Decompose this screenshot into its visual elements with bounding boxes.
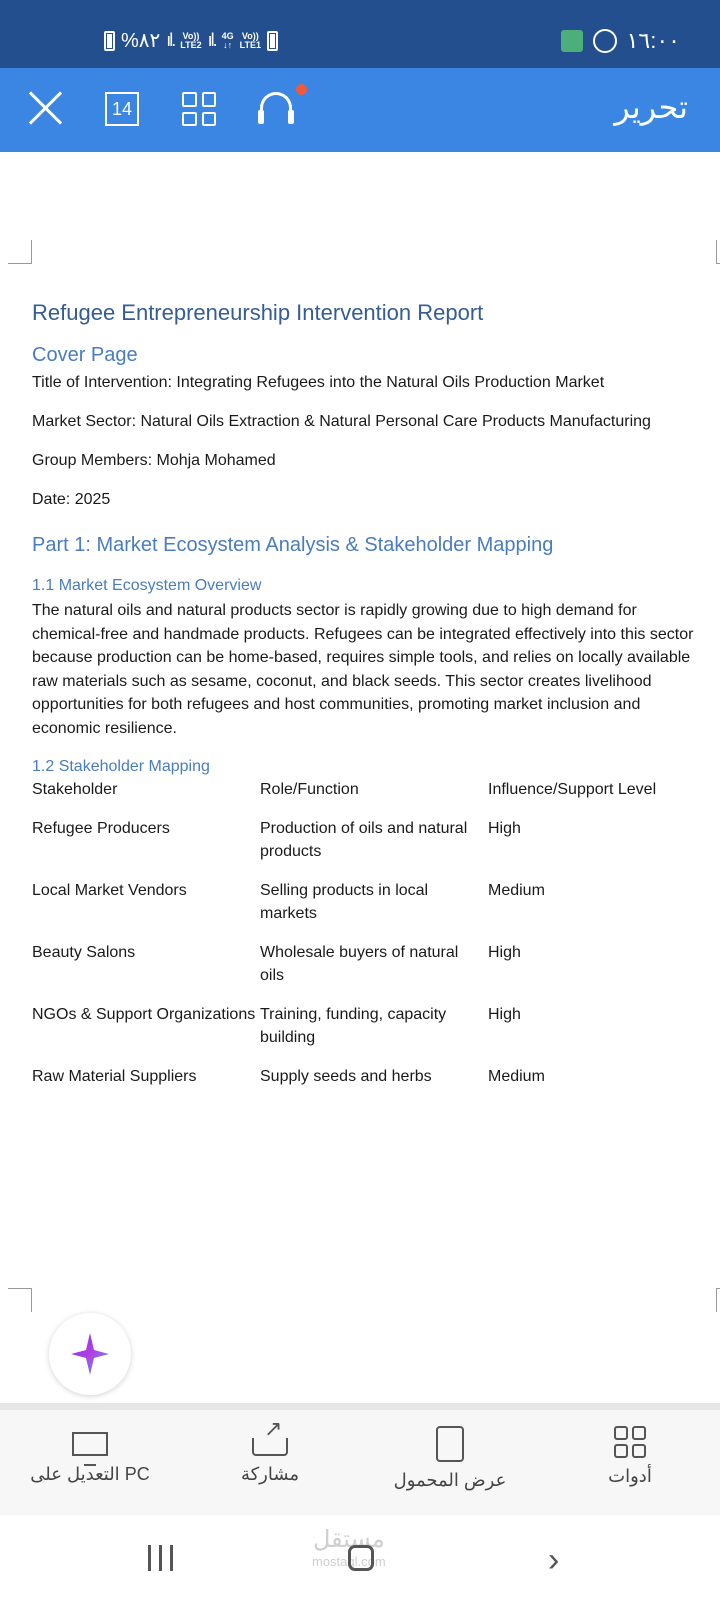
- app-notification-icon: [561, 30, 583, 52]
- stakeholder-table: [32, 778, 712, 1103]
- table-cell: High: [488, 819, 521, 837]
- close-icon[interactable]: [28, 90, 64, 126]
- table-cell: High: [488, 1005, 521, 1023]
- table-header-row: [32, 778, 712, 817]
- table-cell: Medium: [488, 881, 545, 899]
- table-cell: Wholesale buyers of natural oils: [260, 943, 459, 984]
- sim2-label-bottom: LTE2: [180, 39, 202, 50]
- table-cell: Raw Material Suppliers: [32, 1067, 197, 1085]
- section-1-2-heading: 1.2 Stakeholder Mapping: [32, 758, 210, 775]
- document-content: [32, 292, 712, 1103]
- network-indicator: [222, 32, 234, 50]
- sim2-label-top: Vo)): [182, 30, 200, 41]
- system-navigation-bar: [0, 1515, 720, 1600]
- document-page[interactable]: [0, 152, 720, 1402]
- table-cell: High: [488, 943, 521, 961]
- table-row: [32, 879, 712, 941]
- sim1-label-top: Vo)): [241, 30, 259, 41]
- share-icon: [252, 1438, 288, 1456]
- sim1-indicator: [240, 32, 261, 50]
- section-1-1-body: The natural oils and natural products sector is rapidly growing due to high demand for chemical-free and handmade products. Refugees can be integrated effectively into this sector because production can be home-based, requires simple tools, and relies on locally available raw materials such as sesame, coconut, and black seeds. This sector creates livelihood opportunities for both refugees and host communities, promoting market inclusion and economic resilience.: [32, 602, 694, 737]
- recent-apps-icon[interactable]: [148, 1545, 173, 1571]
- cover-line: Date: 2025: [32, 491, 111, 508]
- thumbnails-grid-icon[interactable]: [182, 92, 216, 126]
- signal-bars-icon: ıl.: [166, 30, 175, 50]
- table-row: [32, 1003, 712, 1065]
- page-corner-mark: [716, 240, 720, 264]
- edit-on-pc-label: التعديل على PC: [30, 1464, 150, 1484]
- document-title: Refugee Entrepreneurship Intervention Report: [32, 300, 484, 325]
- section-1-1-heading: 1.1 Market Ecosystem Overview: [32, 577, 262, 594]
- battery-saver-icon: [267, 31, 278, 51]
- mobile-view-button[interactable]: [360, 1420, 540, 1491]
- status-bar: [0, 0, 720, 68]
- share-label: مشاركة: [240, 1464, 300, 1484]
- watermark-latin: mostaql.com: [312, 1554, 386, 1569]
- network-label-top: 4G: [221, 30, 234, 41]
- page-count-button[interactable]: [105, 92, 139, 126]
- cover-line: Group Members: Mohja Mohamed: [32, 452, 276, 469]
- home-icon[interactable]: [348, 1545, 374, 1571]
- signal-bars-icon: ıl.: [207, 30, 216, 50]
- tools-label: أدوات: [608, 1466, 652, 1486]
- mobile-view-label: عرض المحمول: [393, 1470, 507, 1490]
- table-row: [32, 817, 712, 879]
- table-cell: Supply seeds and herbs: [260, 1067, 432, 1085]
- table-cell: NGOs & Support Organizations: [32, 1005, 256, 1023]
- status-indicators-right: [561, 28, 680, 54]
- table-cell: Beauty Salons: [32, 943, 136, 961]
- cover-line: Market Sector: Natural Oils Extraction & Natural Personal Care Products Manufacturing: [32, 413, 651, 430]
- tools-button[interactable]: [540, 1420, 720, 1487]
- watermark-arabic: مستقل: [312, 1526, 385, 1553]
- table-row: [32, 1065, 712, 1104]
- part1-heading: Part 1: Market Ecosystem Analysis & Stakeholder Mapping: [32, 534, 554, 556]
- ai-assistant-button[interactable]: [49, 1313, 131, 1395]
- share-button[interactable]: [180, 1420, 360, 1485]
- table-cell: Selling products in local markets: [260, 881, 429, 922]
- page-count: 14: [111, 99, 133, 119]
- status-indicators-left: [104, 28, 278, 53]
- page-corner-mark: [8, 1288, 32, 1312]
- table-cell: Production of oils and natural products: [260, 819, 468, 860]
- bottom-action-bar: [0, 1410, 720, 1515]
- notification-dot: [296, 84, 307, 95]
- table-cell: Refugee Producers: [32, 819, 170, 837]
- table-cell: Medium: [488, 1067, 545, 1085]
- page-corner-mark: [8, 240, 32, 264]
- table-header-cell: Influence/Support Level: [488, 781, 657, 798]
- headphones-icon[interactable]: [258, 90, 294, 126]
- divider: [0, 1403, 720, 1410]
- battery-icon: [104, 31, 115, 51]
- cover-heading: Cover Page: [32, 344, 138, 366]
- page-corner-mark: [716, 1288, 720, 1312]
- table-cell: Training, funding, capacity building: [260, 1005, 447, 1046]
- sparkle-icon: [69, 1331, 111, 1377]
- edit-button[interactable]: تحرير: [614, 89, 688, 125]
- sim1-label-bottom: LTE1: [239, 39, 262, 50]
- whatsapp-icon: [593, 29, 617, 53]
- back-chevron-icon[interactable]: ›: [548, 1541, 560, 1579]
- table-row: [32, 941, 712, 1003]
- network-label-bottom: ↓↑: [223, 39, 233, 50]
- monitor-icon: [72, 1432, 108, 1456]
- clock: ١٦:٠٠: [626, 28, 680, 53]
- cover-line: Title of Intervention: Integrating Refugees into the Natural Oils Production Market: [32, 374, 605, 391]
- battery-percent: %٨٢: [121, 30, 161, 52]
- tools-icon: [614, 1426, 646, 1458]
- table-header-cell: Stakeholder: [32, 781, 118, 798]
- table-cell: Local Market Vendors: [32, 881, 187, 899]
- table-header-cell: Role/Function: [260, 781, 359, 798]
- sim2-indicator: [180, 32, 201, 50]
- mobile-view-icon: [436, 1426, 464, 1462]
- edit-on-pc-button[interactable]: [0, 1420, 180, 1485]
- app-toolbar: [0, 68, 720, 152]
